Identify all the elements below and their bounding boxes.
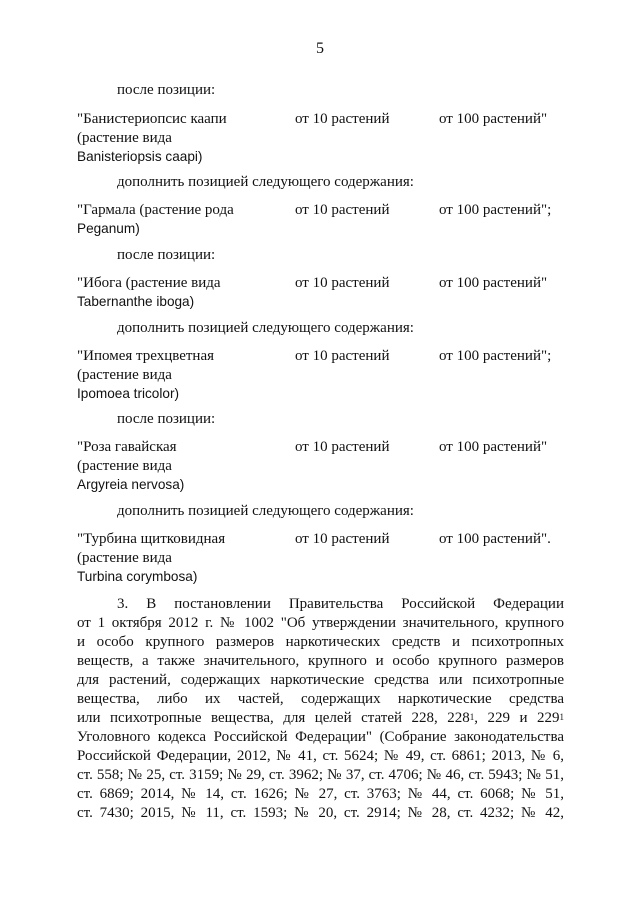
entry-name-line: "Гармала (растение рода [77,202,234,218]
instruction-text: дополнить позицией следующего содержания: [117,503,414,519]
entry-threshold-large: от 10 растений [295,439,390,455]
entry-threshold-large: от 10 растений [295,531,390,547]
entry-name-line: "Роза гавайская [77,439,177,455]
entry-threshold-especially-large: от 100 растений"; [439,202,552,218]
entry-name-line: Ipomoea tricolor) [77,386,179,401]
paragraph-line: для растений, содержащих наркотические средства или психотропные [77,672,564,688]
paragraph-line-with-superscripts [77,709,564,728]
entry-threshold-especially-large: от 100 растений"; [439,348,552,364]
entry-name-line: "Ипомея трехцветная [77,348,215,364]
entry-threshold-especially-large: от 100 растений" [439,111,548,127]
entry-name-line: (растение вида [77,367,172,383]
entry-name-line: Argyreia nervosa) [77,477,185,492]
paragraph-line: ст. 6869; 2014, № 14, ст. 1626; № 27, ст. 3763; № 44, ст. 6068; № 51, [77,786,564,802]
entry-name-line: Turbina corymbosa) [77,569,198,584]
page-number: 5 [316,40,324,57]
entry-threshold-large: от 10 растений [295,202,390,218]
entry-name-line: "Ибога (растение вида [77,275,221,291]
entry-name-line: "Турбина щитковидная [77,531,226,547]
instruction-text: после позиции: [117,82,216,98]
paragraph-line: от 1 октября 2012 г. № 1002 "Об утверждении значительного, крупного [77,615,564,631]
paragraph-line: Российской Федерации, 2012, № 41, ст. 5624; № 49, ст. 6861; 2013, № 6, [77,748,564,764]
entry-name-line: (растение вида [77,458,172,474]
superscript: 1 [559,712,565,722]
entry-name-line: Tabernanthe iboga) [77,294,195,309]
entry-threshold-especially-large: от 100 растений". [439,531,551,547]
paragraph-line: ст. 7430; 2015, № 11, ст. 1593; № 20, ст. 2914; № 28, ст. 4232; № 42, [77,805,564,821]
entry-name-line: (растение вида [77,550,172,566]
entry-name-line: Banisteriopsis caapi) [77,149,203,164]
entry-name-line: (растение вида [77,130,172,146]
paragraph-line: Уголовного кодекса Российской Федерации" (Собрание законодательства [77,729,564,745]
entry-threshold-large: от 10 растений [295,348,390,364]
paragraph-text: , 229 и 229 [474,710,560,726]
paragraph-line: 3. В постановлении Правительства Российской Федерации [117,596,564,612]
entry-threshold-large: от 10 растений [295,111,390,127]
paragraph-text: или психотропные вещества, для целей статей 228, 228 [77,710,470,726]
instruction-text: дополнить позицией следующего содержания: [117,174,414,190]
paragraph-line: ст. 558; № 25, ст. 3159; № 29, ст. 3962; № 37, ст. 4706; № 46, ст. 5943; № 51, [77,767,564,783]
paragraph-line: и особо крупного размеров наркотических средств и психотропных [77,634,564,650]
entry-name-line: "Банистериопсис каапи [77,111,227,127]
paragraph-line: веществ, а также значительного, крупного и особо крупного размеров [77,653,564,669]
instruction-text: дополнить позицией следующего содержания: [117,320,414,336]
instruction-text: после позиции: [117,411,216,427]
entry-threshold-large: от 10 растений [295,275,390,291]
entry-threshold-especially-large: от 100 растений" [439,439,548,455]
instruction-text: после позиции: [117,247,216,263]
entry-name-line: Peganum) [77,221,140,236]
entry-threshold-especially-large: от 100 растений" [439,275,548,291]
superscript: 1 [469,712,475,722]
paragraph-line: вещества, либо их частей, содержащих наркотические средства [77,691,564,707]
